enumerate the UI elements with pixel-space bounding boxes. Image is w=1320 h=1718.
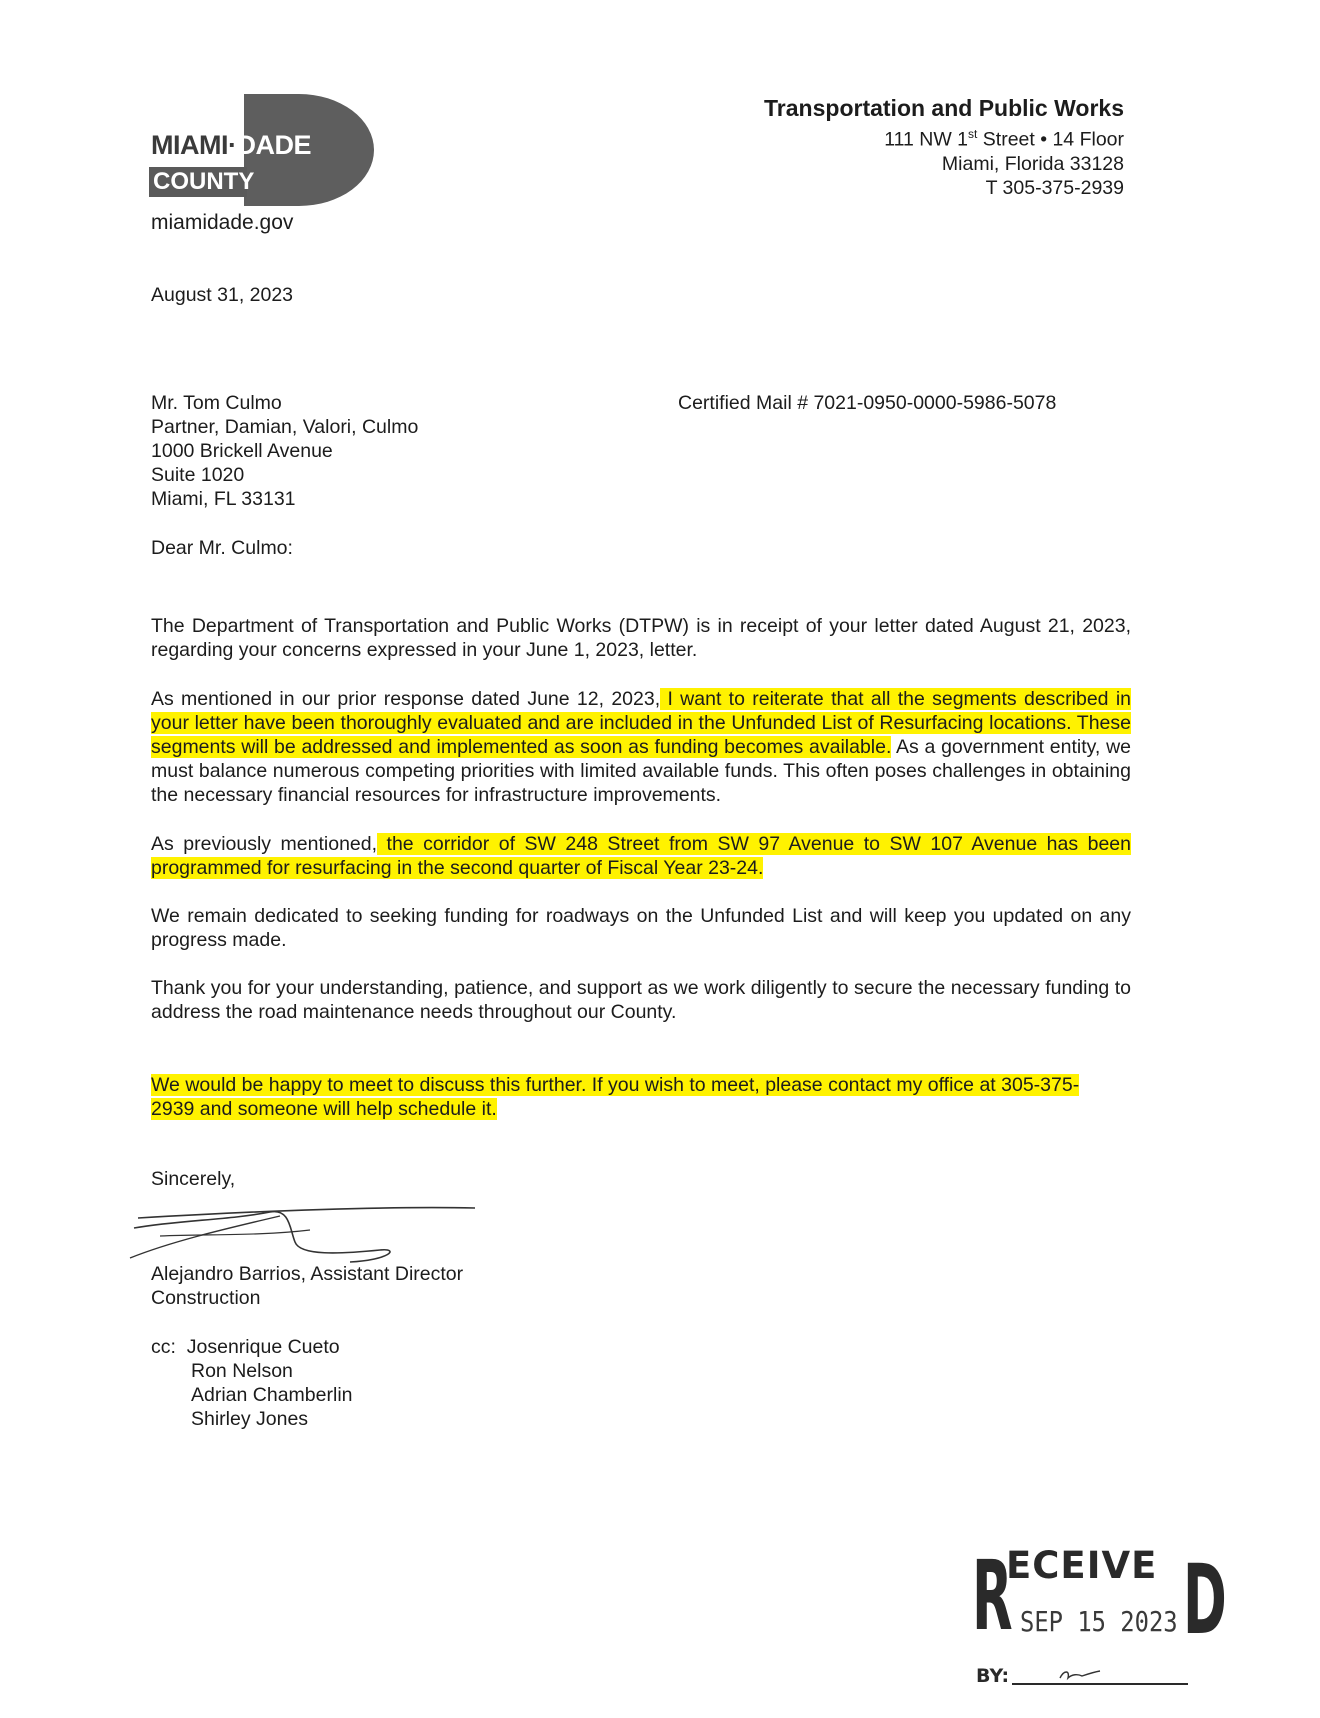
cc-name: Josenrique Cueto — [186, 1336, 340, 1358]
department-city: Miami, Florida 33128 — [941, 152, 1124, 175]
cc-list — [191, 1359, 353, 1431]
cc-name: Ron Nelson — [191, 1360, 293, 1382]
paragraph-2-rest: As a government entity, we must balance numerous competing priorities with limited available funds. This often poses challenges in obtaining the necessary financial resources for infrastructure improvements. — [151, 736, 1131, 806]
cc-name: Adrian Chamberlin — [191, 1384, 353, 1406]
highlighted-text: the corridor of SW 248 Street from SW 97 Avenue to SW 107 Avenue has been programmed for resurfacing in the second quarter of Fiscal Year 23-24. — [151, 833, 1131, 879]
recipient-name: Mr. Tom Culmo — [151, 392, 282, 414]
department-street — [764, 122, 1124, 152]
stamp-word: ECEIVE — [1006, 1544, 1158, 1587]
stamp-initials — [1058, 1668, 1102, 1682]
department-name: Transportation and Public Works — [764, 95, 1124, 121]
street-rest: Street • 14 Floor — [977, 128, 1124, 151]
cc-name: Shirley Jones — [191, 1408, 309, 1430]
body-paragraph-4: We remain dedicated to seeking funding for roadways on the Unfunded List and will keep you updated on any progress made. — [151, 905, 1131, 951]
paragraph-3-intro: As previously mentioned, — [151, 833, 378, 855]
paragraph-2-intro: As mentioned in our prior response dated June 12, 2023, — [151, 688, 661, 710]
street-suffix: st — [968, 127, 978, 141]
signer-block — [151, 1262, 463, 1310]
recipient-title: Partner, Damian, Valori, Culmo — [151, 416, 419, 438]
stamp-signature-line — [1012, 1683, 1188, 1685]
received-stamp — [972, 1536, 1227, 1696]
logo-word-miami: MIAMI· — [151, 130, 237, 160]
recipient-address — [151, 391, 418, 511]
body-paragraph-2 — [151, 687, 1131, 807]
signer-division: Construction — [151, 1287, 261, 1309]
body-paragraph-1: The Department of Transportation and Public Works (DTPW) is in receipt of your letter dated August 21, 2023, regarding your concerns expressed in your June 1, 2023, letter. — [151, 615, 1131, 661]
stamp-letter-r: R — [972, 1540, 1013, 1652]
closing: Sincerely, — [151, 1168, 236, 1190]
stamp-date: SEP 15 2023 — [1020, 1605, 1178, 1638]
recipient-city: Miami, FL 33131 — [151, 488, 296, 510]
highlighted-text: We would be happy to meet to discuss this further. If you wish to meet, please contact my office at 305-375-2939 and someone will help schedule it. — [151, 1074, 1080, 1120]
certified-mail-number: Certified Mail # 7021-0950-0000-5986-5078 — [678, 392, 1057, 414]
logo-word-dade: DADE — [236, 130, 311, 160]
county-logo — [149, 94, 374, 206]
department-phone: T 305-375-2939 — [985, 176, 1124, 199]
cc-label: cc: — [151, 1336, 176, 1358]
signer-name-title: Alejandro Barrios, Assistant Director — [151, 1263, 464, 1285]
logo-word-county: COUNTY — [149, 167, 247, 197]
website-link[interactable]: miamidade.gov — [151, 211, 294, 234]
department-address — [764, 94, 1124, 200]
recipient-street: 1000 Brickell Avenue — [151, 440, 333, 462]
body-paragraph-6 — [151, 1073, 1091, 1121]
highlighted-text: I want to reiterate that all the segments described in your letter have been thoroughly evaluated and are included in the Unfunded List of Resurfacing locations. These segments will be addressed and implemented as soon as funding becomes available. — [151, 688, 1132, 758]
stamp-by-label: BY: — [976, 1665, 1010, 1687]
stamp-letter-d: D — [1183, 1544, 1227, 1656]
cc-list-first — [151, 1335, 340, 1359]
street-number: 111 NW 1 — [884, 128, 969, 151]
letter-date: August 31, 2023 — [151, 284, 294, 306]
body-paragraph-5: Thank you for your understanding, patience, and support as we work diligently to secure the necessary funding to address the road maintenance needs throughout our County. — [151, 977, 1131, 1023]
salutation: Dear Mr. Culmo: — [151, 537, 293, 559]
logo-wordmark-top — [151, 130, 311, 160]
body-paragraph-3 — [151, 832, 1131, 880]
recipient-suite: Suite 1020 — [151, 464, 245, 486]
